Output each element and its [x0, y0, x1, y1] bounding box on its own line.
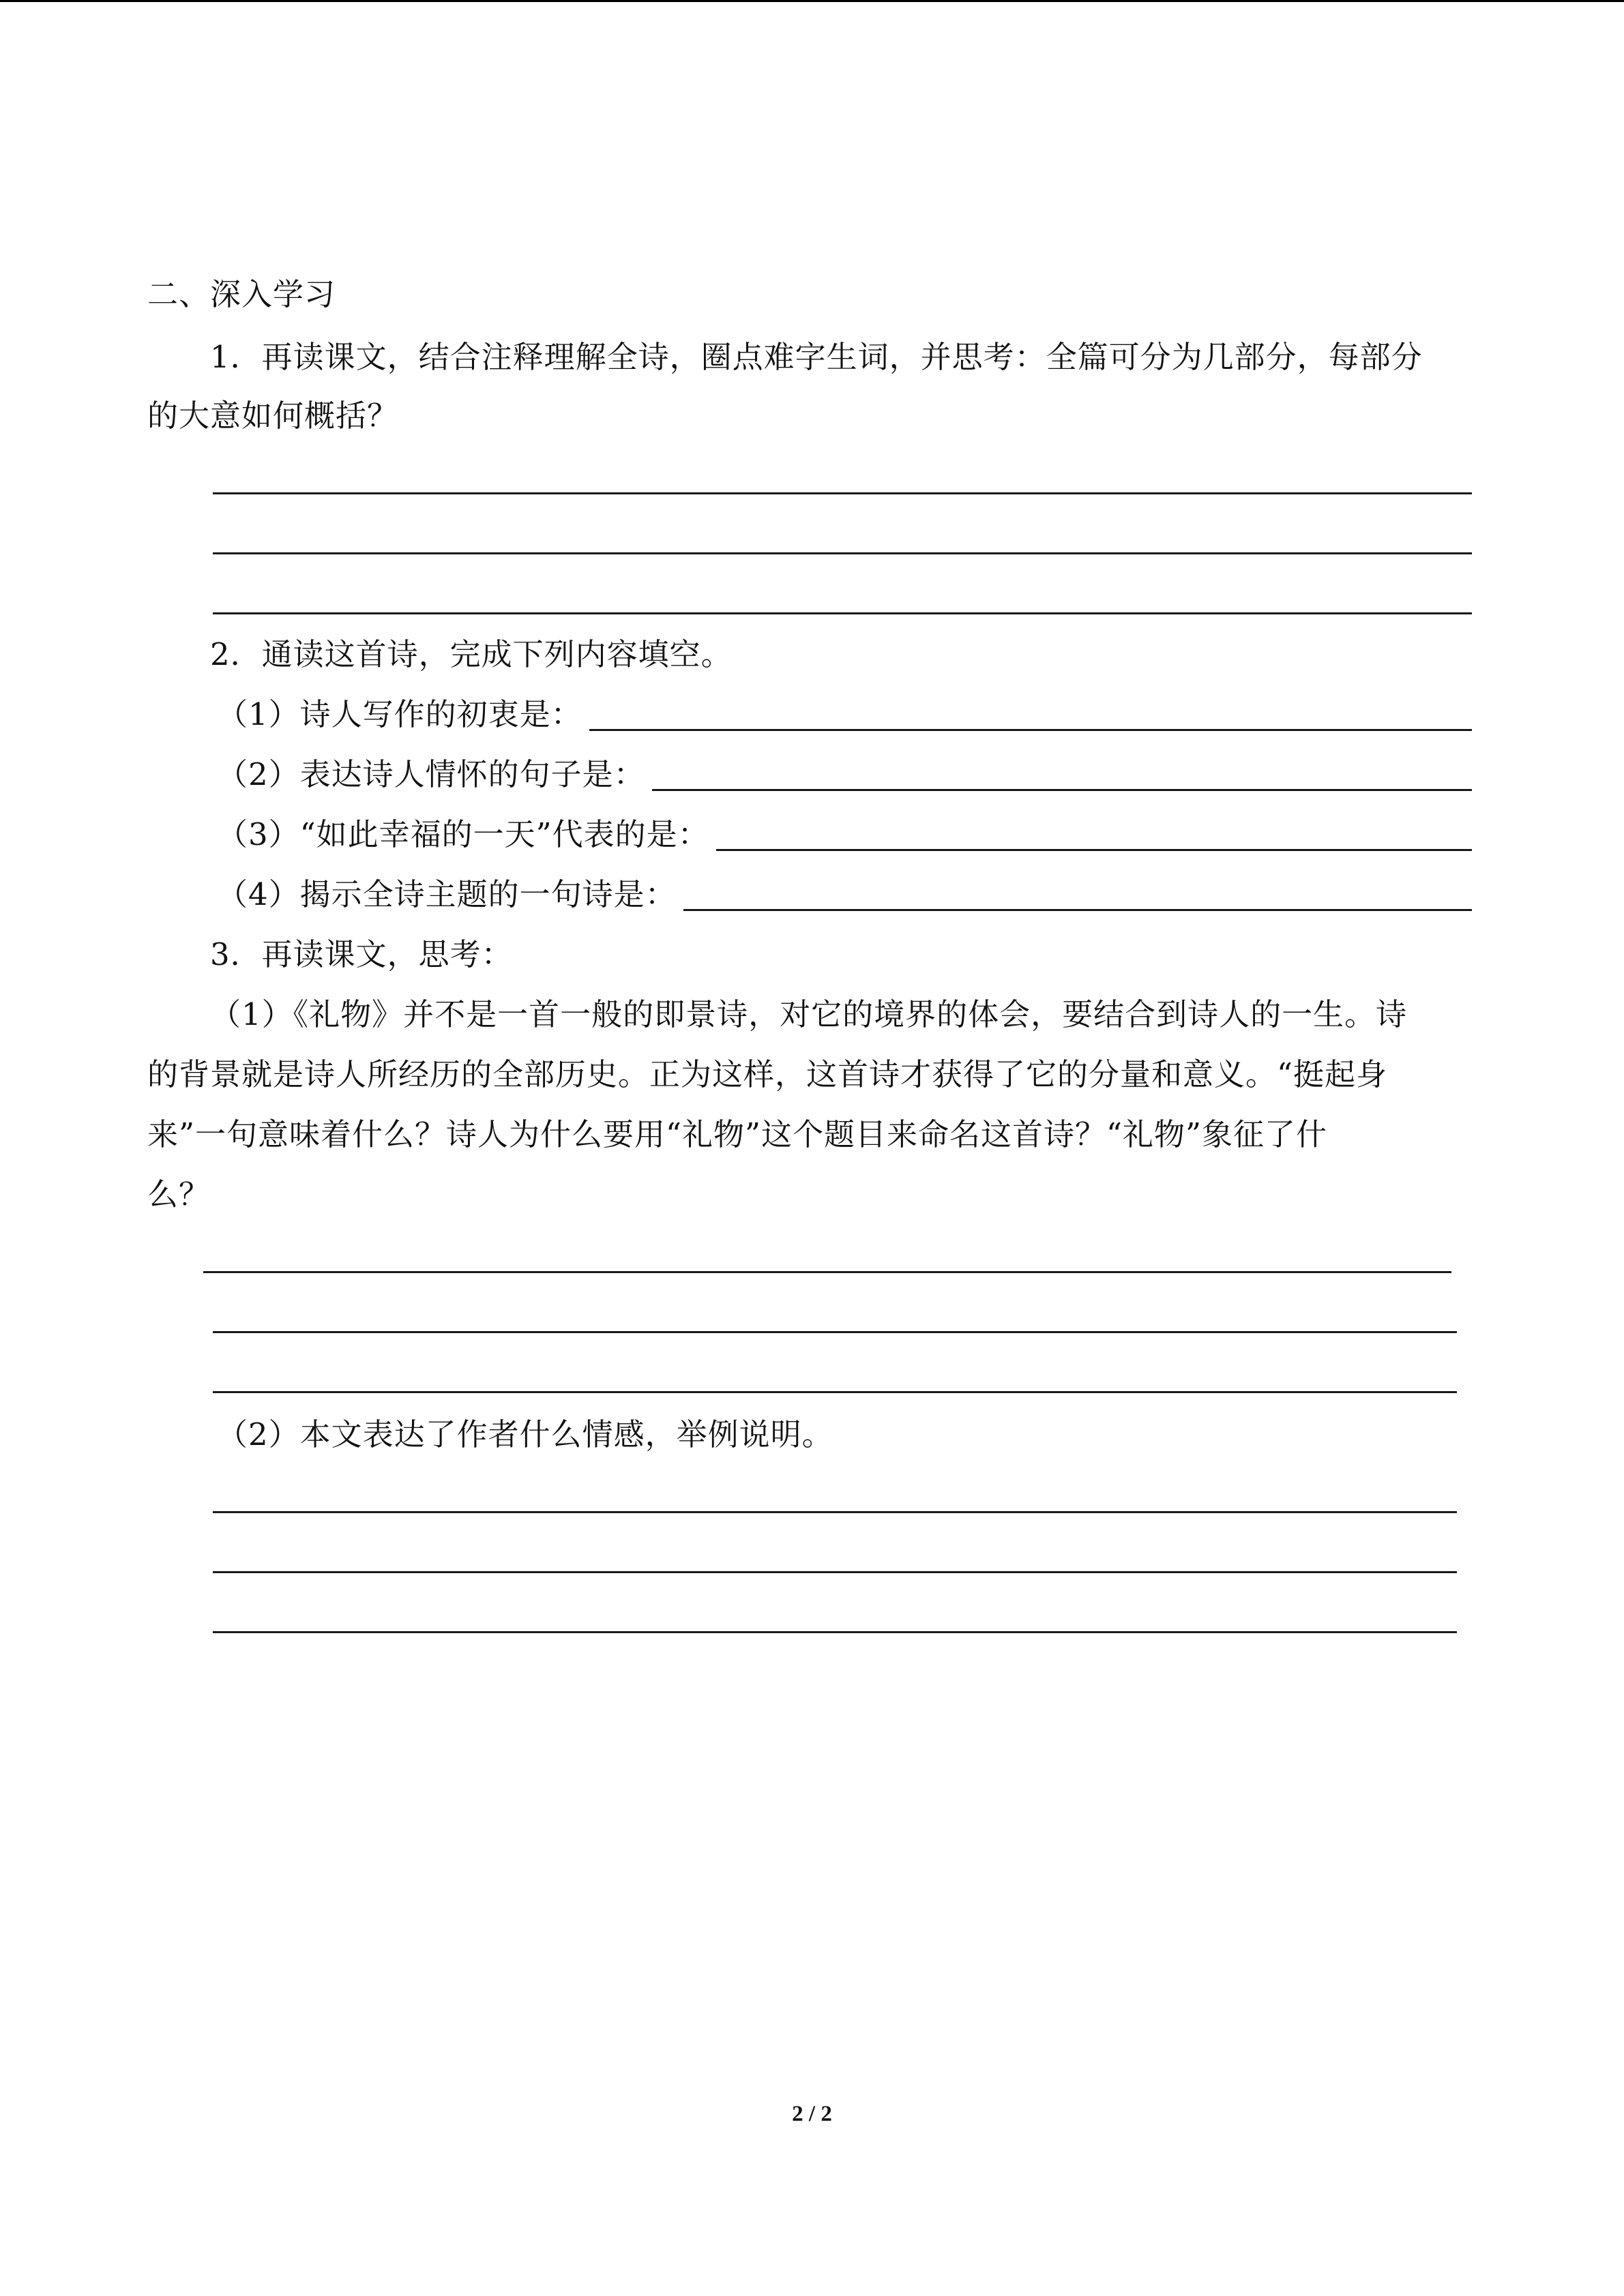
q1-text-line-1: 1．再读课文，结合注释理解全诗，圈点难字生词，并思考：全篇可分为几部分，每部分: [210, 339, 1423, 375]
q3-p2-answer-line-2[interactable]: [213, 1571, 1457, 1573]
q2-item-2-blank[interactable]: [652, 788, 1472, 791]
q2-item-4: [217, 874, 1472, 915]
q3-p1-line-1: （1）《礼物》并不是一首一般的即景诗，对它的境界的体会，要结合到诗人的一生。诗: [210, 996, 1408, 1032]
q2-item-1-blank[interactable]: [589, 728, 1472, 731]
q2-item-4-blank[interactable]: [683, 908, 1472, 911]
q3-p1-line-4: 么？: [147, 1176, 211, 1212]
q1-text-line-2: 的大意如何概括？: [147, 398, 399, 434]
q3-p2-text: （2）本文表达了作者什么情感，举例说明。: [217, 1416, 833, 1452]
q3-p2-answer-line-1[interactable]: [213, 1511, 1457, 1513]
section-title: 二、深入学习: [147, 276, 336, 312]
q2-item-1: [217, 694, 1472, 735]
page-top-border: [0, 0, 1624, 2]
q2-item-1-label: （1）诗人写作的初衷是：: [217, 696, 582, 732]
q2-title: 2．通读这首诗，完成下列内容填空。: [210, 636, 733, 672]
q3-p1-answer-line-1[interactable]: [203, 1271, 1451, 1273]
q2-item-3-label: （3）“如此幸福的一天”代表的是：: [217, 816, 709, 852]
q3-p1-answer-line-2[interactable]: [213, 1331, 1457, 1333]
q2-item-2: [217, 754, 1472, 795]
q2-item-2-label: （2）表达诗人情怀的句子是：: [217, 756, 645, 792]
q2-item-4-label: （4）揭示全诗主题的一句诗是：: [217, 876, 677, 912]
q3-p1-line-3: 来”一句意味着什么？诗人为什么要用“礼物”这个题目来命名这首诗？“礼物”象征了什: [147, 1116, 1328, 1152]
q2-item-3: [217, 814, 1472, 855]
q3-title: 3．再读课文，思考：: [210, 936, 513, 972]
q1-answer-line-3[interactable]: [213, 612, 1472, 614]
q1-answer-line-2[interactable]: [213, 552, 1472, 554]
q2-item-3-blank[interactable]: [716, 848, 1472, 851]
q3-p1-line-2: 的背景就是诗人所经历的全部历史。正为这样，这首诗才获得了它的分量和意义。“挺起身: [147, 1056, 1388, 1092]
q1-answer-line-1[interactable]: [213, 492, 1472, 494]
q3-p2-answer-line-3[interactable]: [213, 1631, 1457, 1633]
q3-p1-answer-line-3[interactable]: [213, 1391, 1457, 1393]
page-number: 2 / 2: [792, 2102, 832, 2126]
